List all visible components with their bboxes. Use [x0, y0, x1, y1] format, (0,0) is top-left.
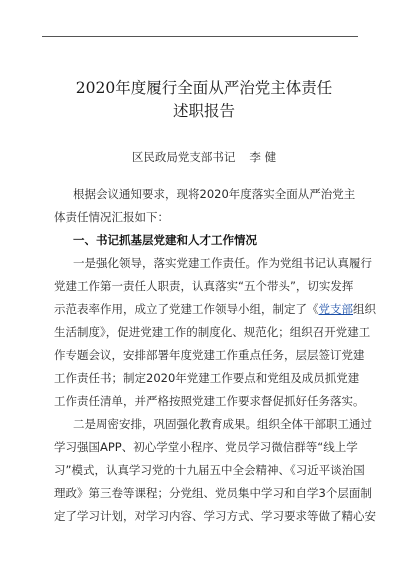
paragraph-line: 学习强国APP、初心学堂小程序、党员学习微信群等“线上学 — [54, 440, 358, 454]
paragraph-line: 理政》第三卷等课程；分党组、党员集中学习和自学3个层面制 — [54, 486, 372, 500]
paragraph-line: 党建工作第一责任人职责，认真落实“五个带头”，切实发挥 — [54, 279, 354, 293]
paragraph-line: 定了学习计划，对学习内容、学习方式、学习要求等做了精心安 — [54, 509, 376, 523]
paragraph-line: 二是周密安排，巩固强化教育成果。组织全体干部职工通过 — [73, 417, 372, 431]
intro-line-2: 体责任情况汇报如下： — [54, 210, 169, 224]
header-rule — [42, 36, 358, 37]
paragraph-text: 组织 — [353, 302, 376, 316]
author-line — [0, 149, 408, 165]
paragraph-text: 示范表率作用，成立了党建工作领导小组，制定了《 — [54, 302, 319, 316]
section-heading: 一、书记抓基层党建和人才工作情况 — [73, 233, 257, 247]
paragraph-line: 作专题会议，安排部署年度党建工作重点任务，层层签订党建 — [54, 348, 365, 362]
document-title-line-2: 述职报告 — [172, 102, 235, 120]
document-title-line-1: 2020年度履行全面从严治党主体责任 — [75, 79, 333, 97]
party-branch-link[interactable]: 党支部 — [318, 302, 353, 316]
paragraph-line: 生活制度》，促进党建工作的制度化、规范化；组织召开党建工 — [54, 325, 371, 339]
author-unit: 区民政局党支部书记 — [131, 150, 236, 164]
paragraph-line: 工作责任清单，并严格按照党建工作要求督促抓好任务落实。 — [54, 394, 365, 408]
paragraph-line: 一是强化领导，落实党建工作责任。作为党组书记认真履行 — [73, 256, 372, 270]
intro-line-1: 根据会议通知要求，现将2020年度落实全面从严治党主 — [73, 187, 356, 201]
paragraph-line — [54, 302, 376, 316]
paragraph-line: 习”模式，认真学习党的十九届五中全会精神、《习近平谈治国 — [54, 463, 365, 477]
author-name: 李 健 — [249, 150, 277, 164]
paragraph-line: 工作责任书；制定2020年党建工作要点和党组及成员抓党建 — [54, 371, 360, 385]
